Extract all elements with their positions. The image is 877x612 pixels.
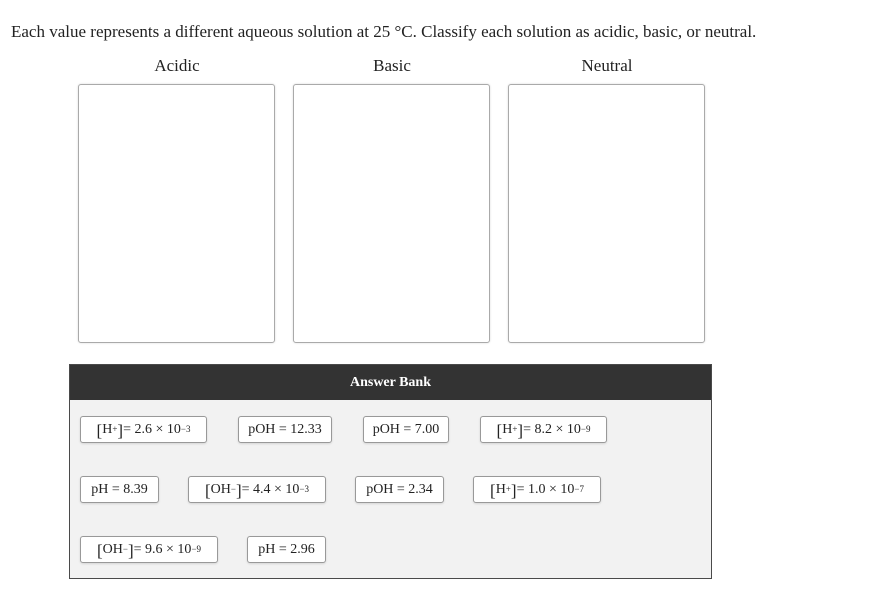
- drop-zone-acidic[interactable]: [78, 84, 275, 343]
- token-h-2-6e-3[interactable]: [ H + ] = 2.6 × 10 $^{-3}$: [80, 416, 207, 443]
- answer-bank: [69, 364, 712, 579]
- token-h-8-2e-9[interactable]: [ H + ] = 8.2 × 10 $^{-9}$: [480, 416, 607, 443]
- token-h-1-0e-7[interactable]: [ H + ] = 1.0 × 10 $^{-7}$: [473, 476, 601, 503]
- bin-label-basic: Basic: [373, 56, 411, 75]
- answer-bank-title: Answer Bank: [70, 365, 711, 400]
- token-poh-2-34[interactable]: pOH = 2.34: [355, 476, 444, 503]
- bin-label-acidic: Acidic: [154, 56, 200, 75]
- token-poh-12-33[interactable]: pOH = 12.33: [238, 416, 332, 443]
- token-ph-2-96[interactable]: pH = 2.96: [247, 536, 326, 563]
- question-instructions: Each value represents a different aqueous solution at 25 °C. Classify each solution as acidic, basic, or neutral.: [11, 22, 757, 41]
- token-ph-8-39[interactable]: pH = 8.39: [80, 476, 159, 503]
- bin-label-neutral: Neutral: [581, 56, 633, 75]
- token-oh-9-6e-9[interactable]: [ OH − ] = 9.6 × 10 $^{-9}$: [80, 536, 218, 563]
- token-poh-7-00[interactable]: pOH = 7.00: [363, 416, 449, 443]
- drop-zone-basic[interactable]: [293, 84, 490, 343]
- token-oh-4-4e-3[interactable]: [ OH − ] = 4.4 × 10 $^{-3}$: [188, 476, 326, 503]
- drop-zone-neutral[interactable]: [508, 84, 705, 343]
